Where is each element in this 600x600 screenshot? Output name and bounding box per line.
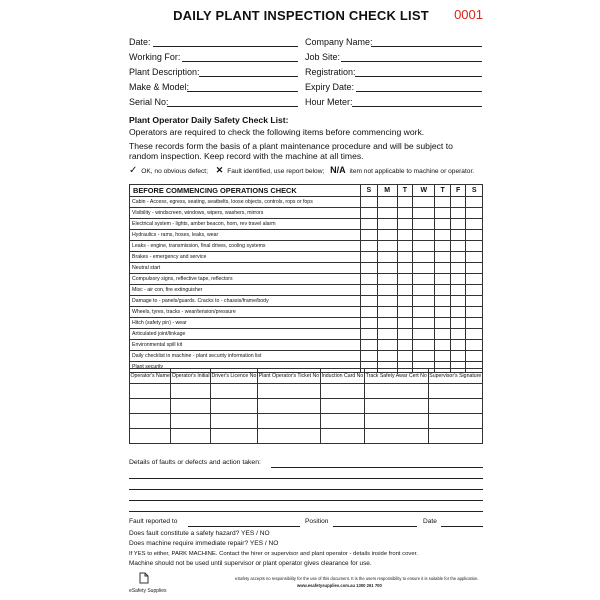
check-cell[interactable] (397, 340, 412, 351)
check-cell[interactable] (435, 307, 450, 318)
check-cell[interactable] (466, 307, 483, 318)
operator-cell[interactable] (171, 399, 211, 414)
position-label: Position (305, 518, 329, 525)
field-registration: Registration: (305, 67, 356, 77)
check-cell[interactable] (435, 329, 450, 340)
operator-cell[interactable] (320, 399, 364, 414)
check-cell[interactable] (450, 351, 465, 362)
check-cell[interactable] (466, 252, 483, 263)
check-cell[interactable] (450, 219, 465, 230)
checklist-item-label: Damage to - panels/guards. Cracks to - chassis/frame/body (130, 296, 361, 307)
checklist-item-label: Daily checklist in machine - plant security information list (130, 351, 361, 362)
check-cell[interactable] (435, 263, 450, 274)
check-cell[interactable] (361, 219, 378, 230)
operator-cell[interactable] (130, 384, 171, 399)
day-column-header: S (361, 185, 378, 197)
check-cell[interactable] (361, 252, 378, 263)
check-cell[interactable] (413, 219, 435, 230)
field-company-name: Company Name: (305, 37, 373, 47)
operator-cell[interactable] (320, 384, 364, 399)
checklist-row (130, 329, 483, 340)
day-column-header: T (435, 185, 450, 197)
checklist-row (130, 351, 483, 362)
cross-mark-icon: ✕ (215, 165, 224, 175)
check-cell[interactable] (397, 197, 412, 208)
operator-row (130, 384, 483, 399)
check-cell[interactable] (435, 208, 450, 219)
footer-web: www.esafetysupplies.com.au 1300 261 700 (297, 583, 382, 588)
operator-cell[interactable] (364, 384, 428, 399)
check-cell[interactable] (397, 208, 412, 219)
field-plant-description-line[interactable] (199, 76, 298, 77)
checklist-item-label: Hitch (safety pin) - wear (130, 318, 361, 329)
checklist-item-label: Compulsory signs, reflective tape, reflectors (130, 274, 361, 285)
check-cell[interactable] (466, 318, 483, 329)
check-cell[interactable] (413, 208, 435, 219)
check-cell[interactable] (377, 241, 397, 252)
check-mark-icon: ✓ (129, 165, 138, 176)
faults-line-5[interactable] (129, 511, 483, 512)
check-cell[interactable] (397, 296, 412, 307)
operator-column-header: Operator's Initial (171, 369, 211, 384)
check-cell[interactable] (377, 285, 397, 296)
check-cell[interactable] (466, 296, 483, 307)
fault-reported-to-label: Fault reported to (129, 518, 178, 525)
checklist-item-label: Hydraulics - rams, hoses, leaks, wear (130, 230, 361, 241)
operator-cell[interactable] (257, 414, 320, 429)
check-cell[interactable] (435, 274, 450, 285)
logo-icon (137, 571, 151, 585)
checklist-row (130, 208, 483, 219)
check-cell[interactable] (397, 241, 412, 252)
operator-column-header: Plant Operator's Ticket No (257, 369, 320, 384)
intro-line-3: random inspection. Keep record with the machine at all times. (129, 151, 364, 161)
intro-line-1: Operators are required to check the following items before commencing work. (129, 127, 425, 137)
check-cell[interactable] (397, 351, 412, 362)
check-cell[interactable] (397, 285, 412, 296)
operator-cell[interactable] (428, 414, 482, 429)
operator-cell[interactable] (210, 384, 257, 399)
checklist-row (130, 241, 483, 252)
check-cell[interactable] (466, 351, 483, 362)
check-cell[interactable] (450, 285, 465, 296)
check-cell[interactable] (450, 208, 465, 219)
check-cell[interactable] (361, 351, 378, 362)
position-line[interactable] (333, 526, 417, 527)
intro-heading: Plant Operator Daily Safety Check List: (129, 115, 289, 125)
operator-cell[interactable] (428, 384, 482, 399)
check-cell[interactable] (377, 340, 397, 351)
checklist-item-label: Leaks - engine, transmission, final drives, cooling systems (130, 241, 361, 252)
checklist-header-row (130, 185, 483, 197)
footer-disclaimer: eSafety accepts no responsibility for the use of this document. It is the users responsibility to ensure it is suitable for the application. (235, 576, 479, 581)
check-cell[interactable] (397, 252, 412, 263)
check-cell[interactable] (377, 263, 397, 274)
day-column-header: T (397, 185, 412, 197)
footer-brand: eSafety Supplies (129, 588, 167, 594)
check-cell[interactable] (413, 241, 435, 252)
check-cell[interactable] (466, 285, 483, 296)
operator-column-header: Supervisor's Signature (428, 369, 482, 384)
operator-cell[interactable] (257, 429, 320, 444)
clearance-note: Machine should not be used until supervisor or plant operator gives clearance for use. (129, 560, 372, 567)
check-cell[interactable] (466, 329, 483, 340)
field-date: Date: (129, 37, 151, 47)
checklist-row (130, 340, 483, 351)
check-cell[interactable] (450, 318, 465, 329)
check-cell[interactable] (450, 241, 465, 252)
legend-ok: OK, no obvious defect; (141, 168, 208, 175)
operator-cell[interactable] (320, 429, 364, 444)
field-expiry-date: Expiry Date: (305, 82, 355, 92)
field-plant-description: Plant Description: (129, 67, 200, 77)
field-make-model-line[interactable] (187, 91, 298, 92)
operator-cell[interactable] (257, 384, 320, 399)
form-title: DAILY PLANT INSPECTION CHECK LIST (173, 8, 429, 23)
day-column-header: F (450, 185, 465, 197)
check-cell[interactable] (361, 241, 378, 252)
field-registration-line[interactable] (355, 76, 482, 77)
checklist-form (115, 0, 487, 600)
faults-line-2[interactable] (129, 478, 483, 479)
check-cell[interactable] (466, 263, 483, 274)
field-make-model: Make & Model: (129, 82, 190, 92)
field-serial-no: Serial No: (129, 97, 169, 107)
check-cell[interactable] (413, 230, 435, 241)
operator-column-header: Track Safety Awar Cert No (364, 369, 428, 384)
check-cell[interactable] (450, 329, 465, 340)
operator-cell[interactable] (320, 414, 364, 429)
check-cell[interactable] (377, 208, 397, 219)
operator-cell[interactable] (257, 399, 320, 414)
check-cell[interactable] (377, 230, 397, 241)
checklist-item-label: Misc - air con, fire extinguisher (130, 285, 361, 296)
safety-hazard-question: Does fault constitute a safety hazard? YES / NO (129, 530, 270, 537)
legend-fault: Fault identified, use report below; (227, 168, 325, 175)
operator-row (130, 399, 483, 414)
fault-reported-to-line[interactable] (188, 526, 300, 527)
check-cell[interactable] (361, 197, 378, 208)
check-cell[interactable] (450, 252, 465, 263)
checklist-heading: BEFORE COMMENCING OPERATIONS CHECK (130, 185, 361, 197)
check-cell[interactable] (435, 340, 450, 351)
field-serial-no-line[interactable] (167, 106, 298, 107)
checklist-item-label: Environmental spill kit (130, 340, 361, 351)
check-cell[interactable] (413, 307, 435, 318)
check-cell[interactable] (361, 340, 378, 351)
check-cell[interactable] (466, 340, 483, 351)
check-cell[interactable] (377, 296, 397, 307)
check-cell[interactable] (435, 285, 450, 296)
check-cell[interactable] (413, 197, 435, 208)
field-job-site: Job Site: (305, 52, 341, 62)
legend (129, 165, 474, 176)
park-machine-note: If YES to either, PARK MACHINE. Contact the hirer or supervisor and plant operator - details inside front cover. (129, 551, 418, 557)
checklist-item-label: Visibility - windscreen, windows, wipers, washers, mirrors (130, 208, 361, 219)
operator-column-header: Driver's Licence No (210, 369, 257, 384)
field-date-line[interactable] (153, 46, 298, 47)
serial-number: 0001 (454, 7, 483, 22)
check-cell[interactable] (361, 318, 378, 329)
check-cell[interactable] (397, 274, 412, 285)
operator-cell[interactable] (171, 429, 211, 444)
checklist-row (130, 219, 483, 230)
operator-cell[interactable] (130, 414, 171, 429)
check-cell[interactable] (361, 274, 378, 285)
operator-cell[interactable] (364, 399, 428, 414)
checklist-row (130, 252, 483, 263)
checklist-row (130, 197, 483, 208)
check-cell[interactable] (377, 318, 397, 329)
check-cell[interactable] (361, 296, 378, 307)
checklist-row (130, 318, 483, 329)
operator-row (130, 414, 483, 429)
field-company-name-line[interactable] (371, 46, 482, 47)
check-cell[interactable] (377, 329, 397, 340)
check-cell[interactable] (361, 263, 378, 274)
faults-line-4[interactable] (129, 500, 483, 501)
legend-na: item not applicable to machine or operator. (349, 168, 475, 175)
field-hour-meter: Hour Meter: (305, 97, 353, 107)
check-cell[interactable] (450, 340, 465, 351)
check-cell[interactable] (377, 252, 397, 263)
check-cell[interactable] (435, 197, 450, 208)
check-cell[interactable] (413, 263, 435, 274)
checklist-item-label: Plant security (130, 362, 361, 373)
check-cell[interactable] (435, 296, 450, 307)
operator-cell[interactable] (210, 399, 257, 414)
check-cell[interactable] (377, 219, 397, 230)
check-cell[interactable] (377, 197, 397, 208)
check-cell[interactable] (466, 208, 483, 219)
operator-cell[interactable] (130, 399, 171, 414)
date-line[interactable] (441, 526, 483, 527)
check-cell[interactable] (466, 230, 483, 241)
check-cell[interactable] (466, 197, 483, 208)
check-cell[interactable] (413, 351, 435, 362)
check-cell[interactable] (397, 263, 412, 274)
check-cell[interactable] (450, 307, 465, 318)
checklist-body (130, 197, 483, 373)
check-cell[interactable] (413, 340, 435, 351)
checklist-item-label: Electrical system - lights, amber beacon, horn, rev travel alarm (130, 219, 361, 230)
check-cell[interactable] (361, 230, 378, 241)
checklist-row (130, 307, 483, 318)
check-cell[interactable] (466, 274, 483, 285)
check-cell[interactable] (435, 318, 450, 329)
check-cell[interactable] (397, 219, 412, 230)
check-cell[interactable] (413, 329, 435, 340)
check-cell[interactable] (413, 296, 435, 307)
field-working-for-line[interactable] (182, 61, 298, 62)
check-cell[interactable] (450, 230, 465, 241)
check-cell[interactable] (450, 263, 465, 274)
field-expiry-date-line[interactable] (356, 91, 482, 92)
check-cell[interactable] (413, 285, 435, 296)
checklist-row (130, 230, 483, 241)
check-cell[interactable] (450, 197, 465, 208)
operator-cell[interactable] (130, 429, 171, 444)
check-cell[interactable] (361, 285, 378, 296)
date-label: Date (423, 518, 437, 525)
operator-column-header: Induction Card No (320, 369, 364, 384)
faults-details-label: Details of faults or defects and action taken: (129, 459, 261, 466)
check-cell[interactable] (413, 318, 435, 329)
check-cell[interactable] (435, 241, 450, 252)
faults-line-1[interactable] (271, 467, 483, 468)
check-cell[interactable] (361, 208, 378, 219)
faults-line-3[interactable] (129, 489, 483, 490)
operator-cell[interactable] (428, 399, 482, 414)
legend-na-symbol: N/A (330, 165, 346, 175)
checklist-table (129, 184, 483, 373)
field-job-site-line[interactable] (341, 61, 482, 62)
checklist-item-label: Wheels, tyres, tracks - wear/tension/pressure (130, 307, 361, 318)
day-column-header: S (466, 185, 483, 197)
field-working-for: Working For: (129, 52, 181, 62)
check-cell[interactable] (413, 252, 435, 263)
operator-cell[interactable] (364, 429, 428, 444)
operator-row (130, 429, 483, 444)
checklist-item-label: Neutral start (130, 263, 361, 274)
check-cell[interactable] (397, 230, 412, 241)
esafety-logo (137, 571, 151, 585)
checklist-row (130, 263, 483, 274)
check-cell[interactable] (435, 219, 450, 230)
intro-line-2: These records form the basis of a plant maintenance procedure and will be subject to (129, 141, 453, 151)
operator-cell[interactable] (210, 429, 257, 444)
operator-cell[interactable] (210, 414, 257, 429)
check-cell[interactable] (397, 307, 412, 318)
check-cell[interactable] (413, 274, 435, 285)
check-cell[interactable] (466, 241, 483, 252)
field-hour-meter-line[interactable] (352, 106, 482, 107)
checklist-item-label: Brakes - emergency and service (130, 252, 361, 263)
checklist-row (130, 285, 483, 296)
check-cell[interactable] (450, 274, 465, 285)
check-cell[interactable] (361, 329, 378, 340)
checklist-item-label: Articulated joint/linkage (130, 329, 361, 340)
check-cell[interactable] (435, 351, 450, 362)
operator-column-header: Operator's Name (130, 369, 171, 384)
check-cell[interactable] (450, 296, 465, 307)
check-cell[interactable] (377, 307, 397, 318)
operator-cell[interactable] (428, 429, 482, 444)
day-column-header: W (413, 185, 435, 197)
operators-table (129, 368, 483, 444)
checklist-item-label: Cabin - Access, egress, seating, seatbelts, loose objects, controls, rops or fops (130, 197, 361, 208)
operator-cell[interactable] (364, 414, 428, 429)
operators-header-row (130, 369, 483, 384)
check-cell[interactable] (435, 230, 450, 241)
check-cell[interactable] (397, 329, 412, 340)
check-cell[interactable] (361, 307, 378, 318)
check-cell[interactable] (466, 219, 483, 230)
check-cell[interactable] (377, 274, 397, 285)
operator-cell[interactable] (171, 414, 211, 429)
check-cell[interactable] (397, 318, 412, 329)
checklist-row (130, 296, 483, 307)
checklist-row (130, 274, 483, 285)
operator-cell[interactable] (171, 384, 211, 399)
check-cell[interactable] (435, 252, 450, 263)
operators-body (130, 384, 483, 444)
day-column-header: M (377, 185, 397, 197)
immediate-repair-question: Does machine require immediate repair? YES / NO (129, 540, 279, 547)
check-cell[interactable] (377, 351, 397, 362)
